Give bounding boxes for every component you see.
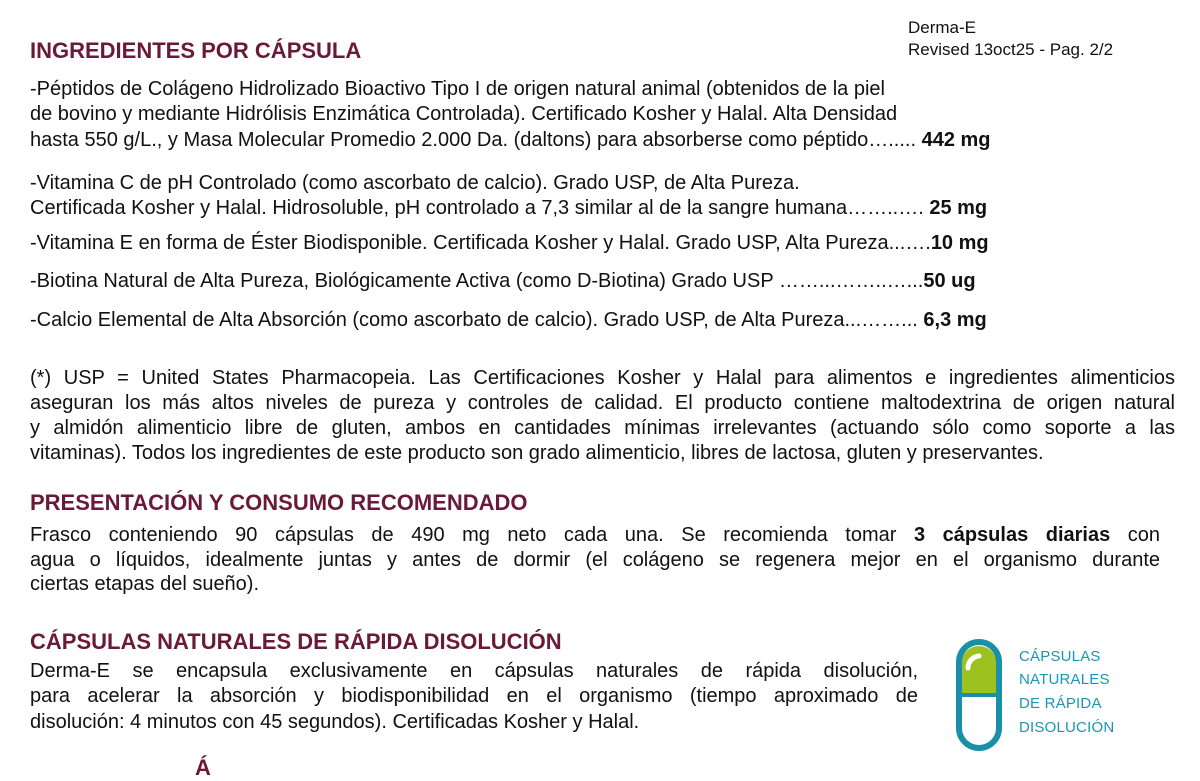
- next-section-heading-cutoff: Á: [195, 755, 211, 780]
- ingredient-line: [30, 308, 987, 332]
- note-line: aseguran los más altos niveles de pureza y controles de calidad. El producto contiene maltodextrina de origen natural: [30, 392, 1175, 414]
- ingredient-line: -Vitamina C de pH Controlado (como ascorbato de calcio). Grado USP, de Alta Pureza.: [30, 172, 800, 194]
- logo-line: DISOLUCIÓN: [1019, 719, 1115, 736]
- capsules-line: disolución: 4 minutos con 45 segundos). Certificadas Kosher y Halal.: [30, 711, 640, 733]
- capsule-logo: [955, 638, 1003, 757]
- ingredient-amount: 10 mg: [930, 232, 989, 254]
- ingredient-text: Certificada Kosher y Halal. Hidrosoluble, pH controlado a 7,3 similar al de la sangre humana……..….: [30, 197, 930, 219]
- ingredient-amount: 442 mg: [921, 129, 991, 151]
- presentation-title: PRESENTACIÓN Y CONSUMO RECOMENDADO: [30, 490, 528, 515]
- capsule-icon: [955, 638, 1003, 752]
- note-line: vitaminas). Todos los ingredientes de este producto son grado alimenticio, libres de lactosa, gluten y preservantes.: [30, 442, 1044, 464]
- presentation-line: ciertas etapas del sueño).: [30, 573, 260, 595]
- ingredient-amount: 50 ug: [923, 270, 976, 292]
- note-line: y almidón alimenticio libre de gluten, ambos en cantidades mínimas irrelevantes (actuando sólo como soporte a las: [30, 417, 1175, 439]
- brand-label: Derma-E: [908, 18, 977, 37]
- capsules-title: CÁPSULAS NATURALES DE RÁPIDA DISOLUCIÓN: [30, 629, 562, 654]
- ingredients-title: INGREDIENTES POR CÁPSULA: [30, 38, 362, 63]
- ingredient-line: -Péptidos de Colágeno Hidrolizado Bioactivo Tipo I de origen natural animal (obtenidos de la piel: [30, 78, 885, 100]
- logo-line: CÁPSULAS: [1019, 648, 1101, 665]
- ingredient-text: -Calcio Elemental de Alta Absorción (como ascorbato de calcio). Grado USP, de Alta Pureza...……...: [30, 309, 924, 331]
- ingredient-text: -Biotina Natural de Alta Pureza, Biológicamente Activa (como D-Biotina) Grado USP ……...……..…...: [30, 270, 924, 292]
- ingredient-line: [30, 128, 991, 152]
- presentation-text: con: [1110, 524, 1160, 546]
- ingredient-text: hasta 550 g/L., y Masa Molecular Promedio 2.000 Da. (daltons) para absorberse como péptido….....: [30, 129, 922, 151]
- note-line: (*) USP = United States Pharmacopeia. Las Certificaciones Kosher y Halal para alimentos e ingredientes alimenticios: [30, 367, 1175, 389]
- logo-line: NATURALES: [1019, 671, 1110, 688]
- capsules-line: para acelerar la absorción y biodisponibilidad en el organismo (tiempo aproximado de: [30, 685, 918, 707]
- dosage-highlight: 3 cápsulas diarias: [913, 524, 1111, 546]
- ingredient-line: [30, 196, 987, 220]
- revision-label: Revised 13oct25 - Pag. 2/2: [908, 40, 1114, 59]
- ingredient-text: -Vitamina E en forma de Éster Biodisponible. Certificada Kosher y Halal. Grado USP, Alta Pureza...….: [30, 232, 931, 254]
- ingredient-line: [30, 231, 989, 255]
- presentation-line: agua o líquidos, idealmente juntas y antes de dormir (el colágeno se regenera mejor en el organismo durante: [30, 549, 1160, 571]
- ingredient-line: de bovino y mediante Hidrólisis Enzimática Controlada). Certificado Kosher y Halal. Alta Densidad: [30, 103, 898, 125]
- ingredient-amount: 6,3 mg: [923, 309, 987, 331]
- ingredient-amount: 25 mg: [929, 197, 988, 219]
- capsules-line: Derma-E se encapsula exclusivamente en cápsulas naturales de rápida disolución,: [30, 660, 918, 682]
- logo-line: DE RÁPIDA: [1019, 695, 1102, 712]
- presentation-line: [30, 523, 1160, 547]
- ingredient-line: [30, 269, 976, 293]
- presentation-text: Frasco conteniendo 90 cápsulas de 490 mg neto cada una. Se recomienda tomar: [30, 524, 914, 546]
